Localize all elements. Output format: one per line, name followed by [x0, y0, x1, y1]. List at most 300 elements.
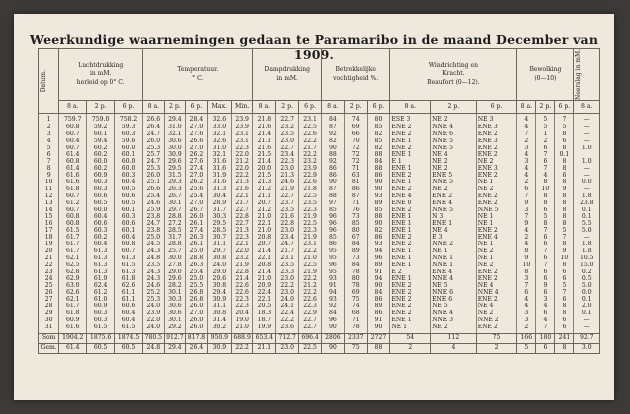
- gem-cell: 30.9: [207, 343, 231, 353]
- gem-cell: 60.5: [115, 343, 143, 353]
- cell: 23.1: [276, 255, 299, 262]
- cell: 85: [367, 207, 390, 214]
- cell: 59.4: [87, 138, 115, 145]
- som-cell: 2806: [321, 333, 344, 343]
- cell: 4: [517, 227, 536, 234]
- cell: 60.3: [87, 179, 115, 186]
- cell: 27.4: [186, 227, 208, 234]
- cell: 86: [367, 172, 390, 179]
- gem-cell: 23.0: [276, 343, 299, 353]
- cell: ENE 3: [476, 124, 517, 131]
- cell: 24.5: [143, 241, 165, 248]
- cell: 4: [517, 124, 536, 131]
- cell: ENE 4: [431, 200, 477, 207]
- table-row: [39, 213, 600, 220]
- cell: 30.3: [207, 213, 231, 220]
- cell: 60.6: [115, 193, 143, 200]
- cell: 28.2: [164, 282, 186, 289]
- cell: 19.0: [231, 317, 253, 324]
- cell: 21.9: [231, 262, 253, 269]
- cell: 29.6: [164, 158, 186, 165]
- cell: 22.1: [231, 193, 253, 200]
- cell: 68: [344, 310, 367, 317]
- cell: —: [574, 114, 600, 124]
- cell: 21.4: [253, 269, 276, 276]
- cell: 20.7: [253, 241, 276, 248]
- cell: 31.0: [207, 145, 231, 152]
- cell: NNE 6: [431, 131, 477, 138]
- cell: 80: [367, 114, 390, 124]
- cell: 31.1: [207, 303, 231, 310]
- cell: 22.9: [299, 310, 322, 317]
- cell: ENE 1: [390, 179, 431, 186]
- table-row: [39, 317, 600, 324]
- cell: 61.8: [59, 310, 87, 317]
- cell: 21.7: [276, 248, 299, 255]
- cell: NE 2: [431, 324, 477, 333]
- cell: 21.4: [253, 248, 276, 255]
- cell: ENE 3: [476, 165, 517, 172]
- cell: 60.6: [87, 220, 115, 227]
- cell: 25.2: [143, 289, 165, 296]
- cell: 60.4: [87, 213, 115, 220]
- cell: ENE 2: [390, 241, 431, 248]
- gem-cell: 4: [431, 343, 477, 353]
- cell: 6: [536, 207, 555, 214]
- cell: —: [574, 234, 600, 241]
- cell: 23.9: [231, 124, 253, 131]
- cell: 5: [555, 124, 574, 131]
- cell: 78: [344, 324, 367, 333]
- som-cell: 780.5: [143, 333, 165, 343]
- cell: 86: [321, 165, 344, 172]
- cell: 32.6: [207, 138, 231, 145]
- cell: ENE 2: [476, 145, 517, 152]
- cell: NE 1: [431, 248, 477, 255]
- header-datum: [39, 49, 59, 114]
- cell: 25.4: [186, 193, 208, 200]
- som-cell: 1874.5: [115, 333, 143, 343]
- cell: 8: [555, 213, 574, 220]
- cell: ENE 1: [390, 275, 431, 282]
- cell: 62.8: [59, 269, 87, 276]
- table-row: [39, 172, 600, 179]
- header-vochtigheid: [321, 49, 389, 101]
- cell: 60.4: [115, 317, 143, 324]
- som-cell: 696.4: [299, 333, 322, 343]
- cell: 22.0: [231, 151, 253, 158]
- cell: 24.3: [143, 248, 165, 255]
- cell: 6: [536, 145, 555, 152]
- cell: 90: [367, 179, 390, 186]
- cell: 10: [517, 262, 536, 269]
- cell: 31.7: [164, 234, 186, 241]
- cell: 7: [517, 131, 536, 138]
- cell: 60.9: [59, 317, 87, 324]
- cell: 8: [555, 207, 574, 214]
- cell: 8: [555, 310, 574, 317]
- cell: 22.2: [299, 248, 322, 255]
- table-row: [39, 151, 600, 158]
- sub-temp-8a: 8 a.: [143, 101, 165, 114]
- cell: 27.0: [186, 310, 208, 317]
- cell: 21.3: [276, 172, 299, 179]
- header-datum-text: Datum.: [40, 69, 47, 93]
- cell: 94: [321, 289, 344, 296]
- cell: ENE 2: [390, 172, 431, 179]
- cell: 61.3: [115, 269, 143, 276]
- cell: 23.1: [231, 138, 253, 145]
- cell: 5.5: [574, 220, 600, 227]
- cell: NE 1: [476, 255, 517, 262]
- cell: 7: [536, 324, 555, 333]
- cell: 91: [321, 282, 344, 289]
- cell: 60.1: [87, 131, 115, 138]
- cell: 23.0: [276, 289, 299, 296]
- sub-wind-6p: 6 p.: [476, 101, 517, 114]
- page-title: Weerkundige waarnemingen gedaan te Paramaribo in de maand December van 1909.: [29, 32, 599, 62]
- cell: 30.0: [164, 145, 186, 152]
- cell: NE 5: [431, 303, 477, 310]
- cell: 29: [39, 310, 59, 317]
- cell: 19: [39, 241, 59, 248]
- cell: ENE 2: [476, 269, 517, 276]
- cell: 22.0: [231, 165, 253, 172]
- cell: 84: [321, 310, 344, 317]
- cell: NNE 4: [431, 310, 477, 317]
- cell: 3: [517, 158, 536, 165]
- cell: 21.5: [253, 151, 276, 158]
- cell: 759.7: [59, 114, 87, 124]
- cell: 758.2: [115, 114, 143, 124]
- som-cell: 112: [431, 333, 477, 343]
- table-row: [39, 207, 600, 214]
- cell: ENE 4: [431, 269, 477, 276]
- cell: 90: [367, 186, 390, 193]
- sub-lucht-6p: 6 p.: [115, 101, 143, 114]
- cell: NNE 4: [431, 124, 477, 131]
- cell: 5: [536, 124, 555, 131]
- cell: 84: [344, 241, 367, 248]
- cell: 73: [344, 255, 367, 262]
- cell: 7: [555, 289, 574, 296]
- cell: 31.6: [207, 158, 231, 165]
- cell: 9: [555, 186, 574, 193]
- cell: 25.3: [143, 165, 165, 172]
- cell: 28.8: [164, 213, 186, 220]
- cell: 31.1: [207, 241, 231, 248]
- cell: ENE 1: [390, 138, 431, 145]
- cell: 23.9: [143, 310, 165, 317]
- header-windrichting-l3: Beaufort (0—12).: [427, 78, 480, 86]
- cell: 84: [321, 114, 344, 124]
- cell: 20: [39, 248, 59, 255]
- cell: 22.7: [231, 220, 253, 227]
- table-row: [39, 234, 600, 241]
- cell: 9: [39, 172, 59, 179]
- cell: 26.0: [186, 324, 208, 333]
- cell: 26.2: [186, 179, 208, 186]
- som-cell: 2727: [367, 333, 390, 343]
- cell: 24: [39, 275, 59, 282]
- cell: 27.6: [186, 131, 208, 138]
- cell: 22.7: [276, 145, 299, 152]
- sub-temp-min: Min.: [231, 101, 253, 114]
- cell: 31.9: [207, 172, 231, 179]
- gem-cell: 29.4: [164, 343, 186, 353]
- cell: —: [574, 165, 600, 172]
- cell: 26.0: [143, 138, 165, 145]
- cell: 22.0: [231, 248, 253, 255]
- cell: 25.0: [186, 248, 208, 255]
- cell: 6: [536, 269, 555, 276]
- cell: 72: [344, 151, 367, 158]
- sub-temp-max: Max.: [207, 101, 231, 114]
- gem-cell: 5: [517, 343, 536, 353]
- cell: 85: [367, 138, 390, 145]
- cell: 93: [321, 275, 344, 282]
- cell: 22.8: [231, 269, 253, 276]
- cell: ENE 4: [390, 193, 431, 200]
- cell: 8: [555, 193, 574, 200]
- cell: 23.8: [143, 213, 165, 220]
- cell: 87: [321, 186, 344, 193]
- cell: 5: [555, 227, 574, 234]
- som-cell: 180: [536, 333, 555, 343]
- cell: 28.8: [186, 255, 208, 262]
- cell: 23.1: [299, 114, 322, 124]
- gem-cell: 3.0: [574, 343, 600, 353]
- cell: 4: [517, 172, 536, 179]
- cell: 25.1: [143, 179, 165, 186]
- cell: 33.0: [207, 124, 231, 131]
- cell: 7: [536, 165, 555, 172]
- cell: 60.1: [115, 227, 143, 234]
- cell: 82: [367, 131, 390, 138]
- cell: 6: [536, 241, 555, 248]
- cell: 21.0: [299, 255, 322, 262]
- gem-cell: 22.2: [231, 343, 253, 353]
- cell: 0.0: [574, 179, 600, 186]
- cell: NNE 5: [431, 145, 477, 152]
- cell: ENE 2: [390, 186, 431, 193]
- cell: ENE 1: [390, 227, 431, 234]
- sub-wind-2p: 2 p.: [431, 101, 477, 114]
- cell: 7: [536, 262, 555, 269]
- cell: 22.2: [231, 172, 253, 179]
- cell: 7: [536, 151, 555, 158]
- mean-row: [39, 343, 600, 353]
- cell: 89: [367, 200, 390, 207]
- cell: 60.3: [87, 227, 115, 234]
- cell: ENE 2: [390, 310, 431, 317]
- cell: 74: [344, 114, 367, 124]
- cell: 86: [367, 234, 390, 241]
- cell: 22.6: [231, 289, 253, 296]
- cell: 92: [321, 131, 344, 138]
- cell: 76: [344, 207, 367, 214]
- table-row: [39, 269, 600, 276]
- gem-cell: 22.5: [299, 343, 322, 353]
- table-row: [39, 310, 600, 317]
- cell: 97: [321, 200, 344, 207]
- cell: NE 4: [476, 282, 517, 289]
- cell: 59.6: [115, 138, 143, 145]
- cell: 29.7: [207, 248, 231, 255]
- cell: 90: [321, 324, 344, 333]
- cell: 60.8: [59, 213, 87, 220]
- cell: 4: [536, 303, 555, 310]
- cell: 61.1: [115, 289, 143, 296]
- sub-vocht-8a: 8 a.: [321, 101, 344, 114]
- cell: 23.3: [276, 269, 299, 276]
- cell: 29.6: [164, 275, 186, 282]
- cell: 4: [39, 138, 59, 145]
- cell: 11: [39, 186, 59, 193]
- cell: 24.6: [276, 179, 299, 186]
- cell: 22.7: [299, 324, 322, 333]
- cell: 23.8: [143, 227, 165, 234]
- cell: 30.6: [164, 310, 186, 317]
- cell: 15.0: [574, 262, 600, 269]
- cell: 5: [536, 114, 555, 124]
- cell: 60.6: [115, 303, 143, 310]
- cell: 22.3: [299, 303, 322, 310]
- cell: 61.7: [59, 234, 87, 241]
- cell: 60.7: [59, 193, 87, 200]
- cell: 26.6: [143, 114, 165, 124]
- cell: 60.4: [115, 310, 143, 317]
- cell: 25.4: [186, 269, 208, 276]
- cell: 4: [517, 151, 536, 158]
- cell: 94: [367, 275, 390, 282]
- cell: 21: [39, 255, 59, 262]
- cell: 30.3: [164, 296, 186, 303]
- cell: ENE 6: [431, 296, 477, 303]
- cell: 23.5: [276, 207, 299, 214]
- cell: 23.6: [276, 324, 299, 333]
- cell: 8: [555, 179, 574, 186]
- cell: NNE 1: [431, 262, 477, 269]
- gem-cell: 2: [476, 343, 517, 353]
- cell: 21.5: [253, 172, 276, 179]
- sub-temp-2p: 2 p.: [164, 101, 186, 114]
- cell: NNE 1: [431, 255, 477, 262]
- sub-bew-6p: 6 p.: [555, 101, 574, 114]
- cell: 24.0: [143, 324, 165, 333]
- cell: 26.1: [186, 220, 208, 227]
- cell: 0.1: [574, 207, 600, 214]
- cell: 7: [517, 282, 536, 289]
- header-bewolking-l1: Bewolking: [529, 66, 562, 74]
- cell: 27.0: [186, 124, 208, 131]
- table-row: [39, 145, 600, 152]
- gem-cell: 60.5: [87, 343, 115, 353]
- cell: 24.7: [143, 131, 165, 138]
- cell: 21.4: [253, 158, 276, 165]
- cell: 8: [555, 262, 574, 269]
- cell: 0.1: [574, 310, 600, 317]
- cell: NE 2: [431, 114, 477, 124]
- cell: 30.1: [164, 317, 186, 324]
- cell: 8: [555, 131, 574, 138]
- cell: 60.8: [115, 241, 143, 248]
- cell: 30.7: [207, 234, 231, 241]
- cell: 60.0: [87, 207, 115, 214]
- cell: 62.5: [59, 262, 87, 269]
- cell: 3: [517, 207, 536, 214]
- cell: 61.2: [87, 289, 115, 296]
- cell: 94: [367, 248, 390, 255]
- cell: NE 2: [476, 158, 517, 165]
- cell: 6: [536, 255, 555, 262]
- cell: 69: [344, 289, 367, 296]
- cell: 62.1: [59, 296, 87, 303]
- gem-cell: 24.8: [143, 343, 165, 353]
- observation-rows: [39, 114, 600, 334]
- cell: 90: [367, 282, 390, 289]
- cell: 6: [555, 269, 574, 276]
- cell: ENE 2: [476, 200, 517, 207]
- header-luchtdrukking-l2: in mM.: [89, 70, 112, 78]
- cell: 7: [555, 234, 574, 241]
- cell: ENE 3: [476, 138, 517, 145]
- cell: 28.5: [164, 227, 186, 234]
- cell: 22.2: [276, 317, 299, 324]
- cell: 60.7: [59, 145, 87, 152]
- cell: 61.3: [87, 255, 115, 262]
- cell: 22.1: [253, 220, 276, 227]
- cell: 30.8: [207, 282, 231, 289]
- cell: 82: [367, 145, 390, 152]
- cell: 30.9: [207, 296, 231, 303]
- cell: 29.3: [164, 179, 186, 186]
- table-row: [39, 282, 600, 289]
- cell: 30.1: [164, 200, 186, 207]
- cell: 27.6: [186, 158, 208, 165]
- cell: 10: [555, 255, 574, 262]
- header-neerslag-l1: Neerslag: [575, 72, 583, 100]
- sub-damp-8a: 8 a.: [253, 101, 276, 114]
- table-row: [39, 158, 600, 165]
- gem-cell: 26.4: [186, 343, 208, 353]
- cell: 59.3: [115, 124, 143, 131]
- sum-row: [39, 333, 600, 343]
- cell: —: [574, 317, 600, 324]
- cell: 60.4: [59, 138, 87, 145]
- cell: 29.5: [164, 165, 186, 172]
- cell: E 2: [390, 269, 431, 276]
- table-row: [39, 200, 600, 207]
- cell: 6: [536, 289, 555, 296]
- cell: 61.4: [59, 165, 87, 172]
- cell: 70: [344, 138, 367, 145]
- cell: 31.6: [207, 165, 231, 172]
- cell: 8: [536, 220, 555, 227]
- sub-lucht-8a: 8 a.: [59, 101, 87, 114]
- cell: 60.1: [115, 151, 143, 158]
- cell: ENE 0: [390, 200, 431, 207]
- cell: NE 2: [476, 186, 517, 193]
- cell: 62.4: [87, 282, 115, 289]
- cell: 22.6: [299, 179, 322, 186]
- cell: ENE 1: [431, 220, 477, 227]
- cell: 24.0: [143, 303, 165, 310]
- cell: 61.2: [59, 200, 87, 207]
- cell: 8: [39, 165, 59, 172]
- cell: 8: [536, 193, 555, 200]
- cell: 80: [344, 227, 367, 234]
